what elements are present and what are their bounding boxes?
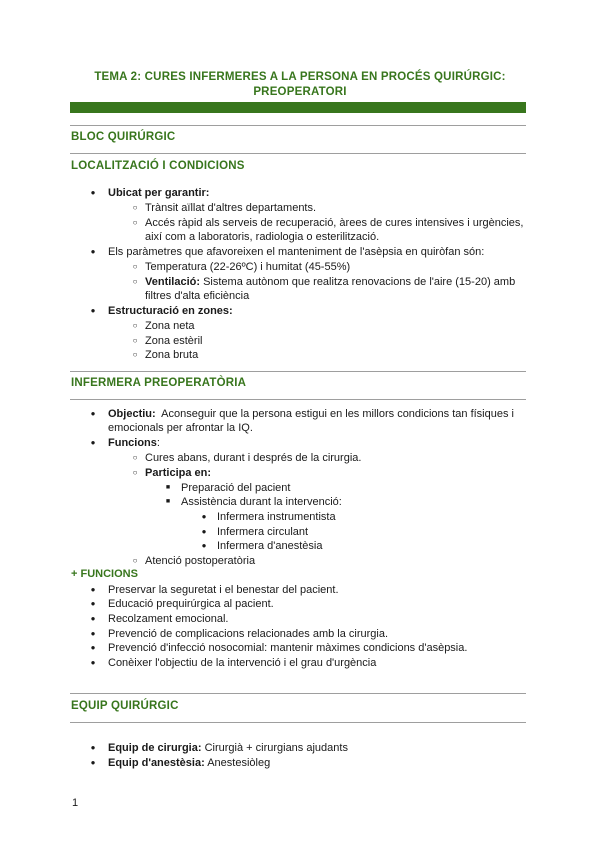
title-line-1: TEMA 2: CURES INFERMERES A LA PERSONA EN PROCÉS QUIRÚRGIC:	[94, 71, 506, 83]
bullet-circle-icon: ○	[132, 453, 138, 462]
list-item: Educació prequirúrgica al pacient.	[108, 598, 274, 610]
list-item-preparacio: Preparació del pacient	[181, 482, 291, 494]
bullet-disc-icon: ●	[90, 629, 96, 638]
list-item-transit: Trànsit aïllat d'altres departaments.	[145, 202, 317, 214]
bullet-disc-icon: ●	[201, 512, 207, 521]
bullet-square-icon: ■	[165, 484, 171, 491]
bullet-disc-icon: ●	[90, 247, 96, 256]
bullet-circle-icon: ○	[132, 468, 138, 477]
bullet-disc-icon: ●	[201, 527, 207, 536]
list-item-equip-cirurgia	[108, 741, 348, 755]
list-item-cures: Cures abans, durant i després de la cirurgia.	[145, 452, 362, 464]
equip-anestesia-text: Anestesiòleg	[204, 757, 271, 769]
list-item-ventilacio	[145, 275, 515, 289]
bullet-disc-icon: ●	[90, 614, 96, 623]
ventilacio-text: Sistema autònom que realitza renovacions de l'aire (15-20) amb	[200, 276, 516, 288]
list-item-objectiu	[108, 407, 514, 421]
bullet-circle-icon: ○	[132, 218, 138, 227]
list-item-funcions	[108, 436, 160, 450]
equip-cirurgia-text: Cirurgià + cirurgians ajudants	[201, 742, 348, 754]
list-item-postoperatoria: Atenció postoperatòria	[145, 555, 256, 567]
list-item-acces-line2: així com a laboratoris, radiologia o esterilització.	[145, 231, 380, 243]
list-item-circulant: Infermera circulant	[217, 526, 309, 538]
section-rule-bottom	[70, 722, 526, 723]
bullet-circle-icon: ○	[132, 321, 138, 330]
list-item: Prevenció de complicacions relacionades amb la cirurgia.	[108, 628, 389, 640]
funcions-colon: :	[156, 437, 160, 449]
title-line-2: PREOPERATORI	[253, 86, 347, 98]
bullet-disc-icon: ●	[90, 585, 96, 594]
bullet-disc-icon: ●	[90, 758, 96, 767]
list-item-participa: Participa en:	[145, 467, 212, 479]
list-item: Recolzament emocional.	[108, 613, 229, 625]
heading-infermera-preoperatoria: INFERMERA PREOPERATÒRIA	[71, 377, 247, 389]
list-item-ventilacio-line2: filtres d'alta eficiència	[145, 290, 250, 302]
section-rule-top	[70, 125, 526, 126]
bullet-circle-icon: ○	[132, 277, 138, 286]
document-title	[70, 70, 530, 100]
list-item-zona-esteril: Zona estèril	[145, 335, 203, 347]
equip-cirurgia-label: Equip de cirurgia:	[108, 742, 202, 754]
section-rule-bottom	[70, 399, 526, 400]
heading-equip-quirurgic: EQUIP QUIRÚRGIC	[71, 700, 179, 712]
list-item: Conèixer l'objectiu de la intervenció i el grau d'urgència	[108, 657, 377, 669]
bullet-disc-icon: ●	[90, 643, 96, 652]
section-rule-top	[70, 371, 526, 372]
bullet-disc-icon: ●	[90, 306, 96, 315]
bullet-circle-icon: ○	[132, 262, 138, 271]
bullet-disc-icon: ●	[90, 409, 96, 418]
heading-localitzacio: LOCALITZACIÓ I CONDICIONS	[71, 160, 245, 172]
bullet-disc-icon: ●	[90, 658, 96, 667]
bullet-circle-icon: ○	[132, 336, 138, 345]
list-item-assistencia: Assistència durant la intervenció:	[181, 496, 342, 508]
objectiu-label: Objectiu:	[108, 408, 156, 420]
bullet-circle-icon: ○	[132, 556, 138, 565]
section-rule-bottom	[70, 153, 526, 154]
list-item-equip-anestesia	[108, 756, 270, 770]
plus-funcions-heading: + FUNCIONS	[71, 568, 138, 580]
bullet-disc-icon: ●	[201, 541, 207, 550]
bullet-square-icon: ■	[165, 498, 171, 505]
bullet-disc-icon: ●	[90, 188, 96, 197]
title-green-bar	[70, 102, 526, 113]
list-item: Preservar la seguretat i el benestar del pacient.	[108, 584, 339, 596]
list-item-acces-line1: Accés ràpid als serveis de recuperació, àrees de cures intensives i urgències,	[145, 217, 524, 229]
bullet-disc-icon: ●	[90, 438, 96, 447]
list-item: Prevenció d'infecció nosocomial: mantenir màximes condicions d'asèpsia.	[108, 642, 468, 654]
equip-anestesia-label: Equip d'anestèsia:	[108, 757, 205, 769]
bullet-disc-icon: ●	[90, 743, 96, 752]
funcions-label: Funcions	[108, 437, 157, 449]
bullet-disc-icon: ●	[90, 599, 96, 608]
bullet-circle-icon: ○	[132, 203, 138, 212]
list-item-ubicat: Ubicat per garantir:	[108, 187, 210, 199]
list-item-instrumentista: Infermera instrumentista	[217, 511, 336, 523]
list-item-objectiu-line2: emocionals per afrontar la IQ.	[108, 422, 253, 434]
section-rule-top	[70, 693, 526, 694]
list-item-estructuracio: Estructuració en zones:	[108, 305, 233, 317]
list-item-zona-bruta: Zona bruta	[145, 349, 199, 361]
objectiu-text: Aconseguir que la persona estigui en les millors condicions tan físiques i	[155, 408, 514, 420]
page-number: 1	[72, 797, 79, 809]
list-item-zona-neta: Zona neta	[145, 320, 195, 332]
ventilacio-label: Ventilació:	[145, 276, 201, 288]
bullet-circle-icon: ○	[132, 350, 138, 359]
list-item-anestesia: Infermera d'anestèsia	[217, 540, 323, 552]
list-item-temperatura: Temperatura (22-26ºC) i humitat (45-55%)	[145, 261, 351, 273]
heading-bloc-quirurgic: BLOC QUIRÚRGIC	[71, 131, 176, 143]
list-item-parametres: Els paràmetres que afavoreixen el manteniment de l'asèpsia en quiròfan són:	[108, 246, 485, 258]
